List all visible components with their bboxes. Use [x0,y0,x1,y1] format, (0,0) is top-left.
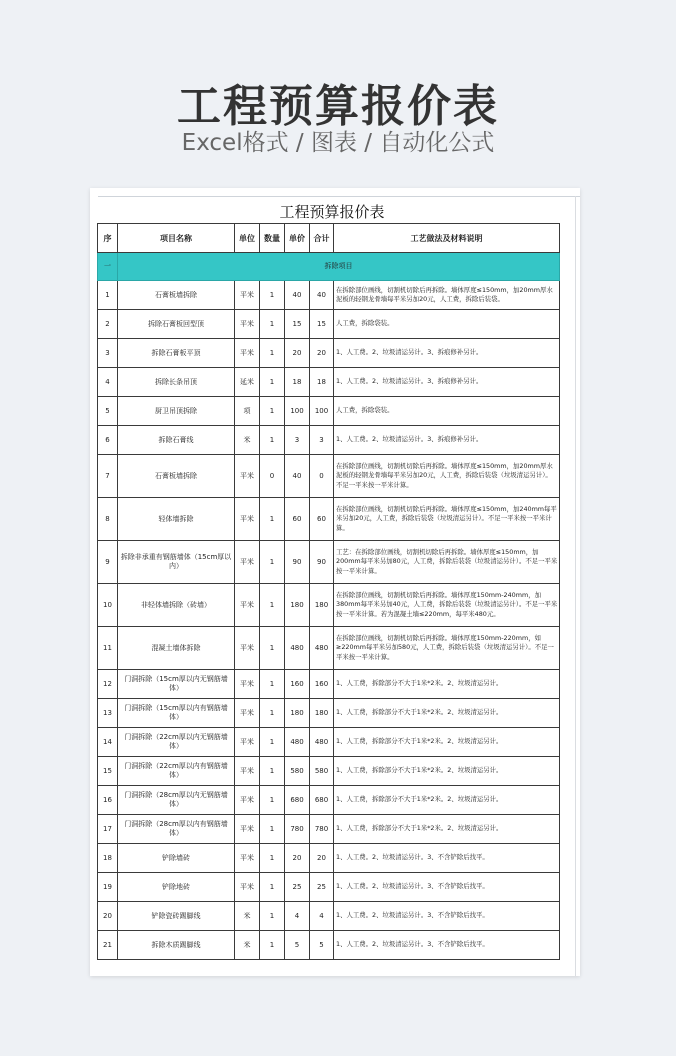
row-number: 6 [98,426,118,455]
item-name: 拆除石膏板回型顶 [118,310,235,339]
header-qty: 数量 [260,224,285,253]
row-number: 5 [98,397,118,426]
row-number: 21 [98,931,118,960]
item-name: 门洞拆除（22cm厚以内无钢筋墙体） [118,728,235,757]
quantity-cell: 1 [260,541,285,584]
quantity-cell: 1 [260,426,285,455]
unit-cell: 平米 [235,728,260,757]
unit-cell: 米 [235,931,260,960]
unit-price-cell: 480 [285,627,310,670]
total-cell: 180 [310,584,334,627]
unit-cell: 平米 [235,498,260,541]
unit-price-cell: 25 [285,873,310,902]
unit-price-cell: 15 [285,310,310,339]
table-row[interactable] [98,426,560,455]
unit-cell: 平米 [235,584,260,627]
total-cell: 90 [310,541,334,584]
unit-cell: 平米 [235,670,260,699]
item-name: 厨卫吊顶拆除 [118,397,235,426]
unit-price-cell: 480 [285,728,310,757]
unit-price-cell: 20 [285,844,310,873]
row-number: 7 [98,455,118,498]
row-number: 8 [98,498,118,541]
unit-cell: 延米 [235,368,260,397]
description-cell: 1、人工费。2、垃圾清运另计。3、不含铲除后找平。 [334,931,560,960]
table-row[interactable] [98,815,560,844]
unit-cell: 平米 [235,786,260,815]
description-cell: 1、人工费，拆除部分不大于1米*2米。2、垃圾清运另计。 [334,699,560,728]
description-cell: 人工费，拆除袋装。 [334,397,560,426]
unit-price-cell: 90 [285,541,310,584]
row-number: 1 [98,281,118,310]
unit-price-cell: 4 [285,902,310,931]
total-cell: 0 [310,455,334,498]
quantity-cell: 1 [260,368,285,397]
hero-subtitle: Excel格式 / 图表 / 自动化公式 [181,130,495,156]
item-name: 轻体墙拆除 [118,498,235,541]
quantity-cell: 1 [260,498,285,541]
row-number: 10 [98,584,118,627]
description-cell: 1、人工费。2、垃圾清运另计。3、不含铲除后找平。 [334,844,560,873]
description-cell: 1、人工费。2、垃圾清运另计。3、拆痕修补另计。 [334,339,560,368]
sheet-border-line [98,196,580,197]
total-cell: 480 [310,728,334,757]
table-row[interactable] [98,541,560,584]
item-name: 门洞拆除（28cm厚以内有钢筋墙体） [118,815,235,844]
total-cell: 480 [310,627,334,670]
description-cell: 1、人工费，拆除部分不大于1米*2米。2、垃圾清运另计。 [334,786,560,815]
item-name: 拆除石膏线 [118,426,235,455]
description-cell: 1、人工费。2、垃圾清运另计。3、拆痕修补另计。 [334,426,560,455]
quantity-cell: 1 [260,397,285,426]
table-row[interactable] [98,873,560,902]
row-number: 16 [98,786,118,815]
total-cell: 160 [310,670,334,699]
section-row [98,253,560,281]
total-cell: 680 [310,786,334,815]
quantity-cell: 1 [260,310,285,339]
unit-cell: 平米 [235,873,260,902]
table-row[interactable] [98,310,560,339]
budget-table [97,223,560,960]
item-name: 拆除木质踢脚线 [118,931,235,960]
quantity-cell: 1 [260,670,285,699]
unit-price-cell: 580 [285,757,310,786]
unit-cell: 项 [235,397,260,426]
description-cell: 人工费，拆除袋装。 [334,310,560,339]
total-cell: 780 [310,815,334,844]
description-cell: 1、人工费。2、垃圾清运另计。3、不含铲除后找平。 [334,873,560,902]
quantity-cell: 1 [260,931,285,960]
description-cell: 在拆除部位画线，切割机切除后再拆除。墙体厚度150mm-220mm，如≥220mm每平米另加580元，人工费，拆除后装袋（垃圾清运另计）。不足一平米按一平米计算。 [334,627,560,670]
description-cell: 在拆除部位画线，切割机切除后再拆除。墙体厚度≤150mm，加20mm厚水泥板的轻钢龙骨墙每平米另加20元，人工费，拆除后装袋（垃圾清运另计）。不足一平米按一平米计算。 [334,455,560,498]
description-cell: 1、人工费，拆除部分不大于1米*2米。2、垃圾清运另计。 [334,670,560,699]
item-name: 门洞拆除（15cm厚以内有钢筋墙体） [118,699,235,728]
unit-price-cell: 40 [285,455,310,498]
item-name: 拆除非承重有钢筋墙体（15cm厚以内） [118,541,235,584]
description-cell: 工艺：在拆除部位画线，切割机切除后再拆除。墙体厚度≤150mm，加200mm每平米另加80元，人工费，拆除后装袋（垃圾清运另计）。不足一平米按一平米计算。 [334,541,560,584]
description-cell: 在拆除部位画线，切割机切除后再拆除。墙体厚度150mm-240mm，加380mm每平米另加40元，人工费，拆除后装袋（垃圾清运另计）。不足一平米按一平米计算。若为混凝土墙≤220mm，每平米480元。 [334,584,560,627]
total-cell: 100 [310,397,334,426]
quantity-cell: 1 [260,757,285,786]
item-name: 拆除石膏板平顶 [118,339,235,368]
quantity-cell: 1 [260,584,285,627]
header-no: 序 [98,224,118,253]
unit-cell: 平米 [235,699,260,728]
total-cell: 180 [310,699,334,728]
quantity-cell: 1 [260,281,285,310]
total-cell: 18 [310,368,334,397]
total-cell: 3 [310,426,334,455]
item-name: 非轻体墙拆除（砖墙） [118,584,235,627]
row-number: 17 [98,815,118,844]
total-cell: 5 [310,931,334,960]
quantity-cell: 1 [260,844,285,873]
unit-price-cell: 180 [285,584,310,627]
table-row[interactable] [98,368,560,397]
table-row[interactable] [98,584,560,627]
quantity-cell: 0 [260,455,285,498]
table-row[interactable] [98,902,560,931]
row-number: 18 [98,844,118,873]
total-cell: 25 [310,873,334,902]
unit-cell: 平米 [235,541,260,584]
table-row[interactable] [98,498,560,541]
unit-price-cell: 5 [285,931,310,960]
row-number: 4 [98,368,118,397]
unit-cell: 平米 [235,455,260,498]
header-unit: 单位 [235,224,260,253]
table-row[interactable] [98,931,560,960]
row-number: 20 [98,902,118,931]
unit-price-cell: 3 [285,426,310,455]
total-cell: 20 [310,844,334,873]
total-cell: 15 [310,310,334,339]
quantity-cell: 1 [260,786,285,815]
row-number: 13 [98,699,118,728]
table-row[interactable] [98,728,560,757]
description-cell: 1、人工费，拆除部分不大于1米*2米。2、垃圾清运另计。 [334,757,560,786]
description-cell: 1、人工费，拆除部分不大于1米*2米。2、垃圾清运另计。 [334,728,560,757]
unit-price-cell: 180 [285,699,310,728]
unit-cell: 平米 [235,281,260,310]
hero-title: 工程预算报价表 [177,81,499,132]
quantity-cell: 1 [260,627,285,670]
unit-price-cell: 20 [285,339,310,368]
description-cell: 1、人工费，拆除部分不大于1米*2米。2、垃圾清运另计。 [334,815,560,844]
sheet-title: 工程预算报价表 [279,203,385,221]
table-header-row [98,224,560,253]
row-number: 19 [98,873,118,902]
row-number: 12 [98,670,118,699]
spreadsheet-preview [90,188,580,976]
quantity-cell: 1 [260,728,285,757]
table-row[interactable] [98,786,560,815]
row-number: 9 [98,541,118,584]
description-cell: 在拆除部位画线，切割机切除后再拆除。墙体厚度≤150mm，加240mm每平米另加20元，人工费，拆除后装袋（垃圾清运另计）。不足一平米按一平米计算。 [334,498,560,541]
row-number: 15 [98,757,118,786]
table-row[interactable] [98,455,560,498]
quantity-cell: 1 [260,339,285,368]
total-cell: 580 [310,757,334,786]
item-name: 门洞拆除（28cm厚以内无钢筋墙体） [118,786,235,815]
table-row[interactable] [98,844,560,873]
item-name: 拆除长条吊顶 [118,368,235,397]
unit-price-cell: 100 [285,397,310,426]
item-name: 门洞拆除（15cm厚以内无钢筋墙体） [118,670,235,699]
unit-price-cell: 18 [285,368,310,397]
header-total: 合计 [310,224,334,253]
unit-price-cell: 680 [285,786,310,815]
unit-cell: 平米 [235,627,260,670]
unit-cell: 平米 [235,844,260,873]
table-row[interactable] [98,757,560,786]
header-price: 单价 [285,224,310,253]
row-number: 11 [98,627,118,670]
table-row[interactable] [98,339,560,368]
quantity-cell: 1 [260,699,285,728]
sheet-edge-line [575,196,576,976]
quantity-cell: 1 [260,815,285,844]
unit-price-cell: 160 [285,670,310,699]
table-row[interactable] [98,397,560,426]
unit-price-cell: 60 [285,498,310,541]
table-row[interactable] [98,670,560,699]
item-name: 石膏板墙拆除 [118,455,235,498]
unit-cell: 平米 [235,339,260,368]
table-row[interactable] [98,699,560,728]
description-cell: 1、人工费。2、垃圾清运另计。3、不含铲除后找平。 [334,902,560,931]
unit-price-cell: 40 [285,281,310,310]
total-cell: 60 [310,498,334,541]
item-name: 铲除墙砖 [118,844,235,873]
row-number: 3 [98,339,118,368]
header-item-name: 项目名称 [118,224,235,253]
table-row[interactable] [98,281,560,310]
unit-cell: 平米 [235,310,260,339]
row-number: 2 [98,310,118,339]
total-cell: 40 [310,281,334,310]
row-number: 14 [98,728,118,757]
unit-cell: 平米 [235,815,260,844]
unit-cell: 米 [235,902,260,931]
table-row[interactable] [98,627,560,670]
quantity-cell: 1 [260,873,285,902]
total-cell: 4 [310,902,334,931]
description-cell: 在拆除部位画线，切割机切除后再拆除。墙体厚度≤150mm，加20mm厚水泥板的轻钢龙骨墙每平米另加20元，人工费，拆除后装袋。 [334,281,560,310]
unit-price-cell: 780 [285,815,310,844]
section-label: 拆除项目 [118,253,560,281]
description-cell: 1、人工费。2、垃圾清运另计。3、拆痕修补另计。 [334,368,560,397]
header-description: 工艺做法及材料说明 [334,224,560,253]
unit-cell: 米 [235,426,260,455]
item-name: 铲除瓷砖踢脚线 [118,902,235,931]
section-number: 一 [98,253,118,281]
unit-cell: 平米 [235,757,260,786]
item-name: 铲除地砖 [118,873,235,902]
item-name: 混凝土墙体拆除 [118,627,235,670]
total-cell: 20 [310,339,334,368]
item-name: 门洞拆除（22cm厚以内有钢筋墙体） [118,757,235,786]
item-name: 石膏板墙拆除 [118,281,235,310]
quantity-cell: 1 [260,902,285,931]
